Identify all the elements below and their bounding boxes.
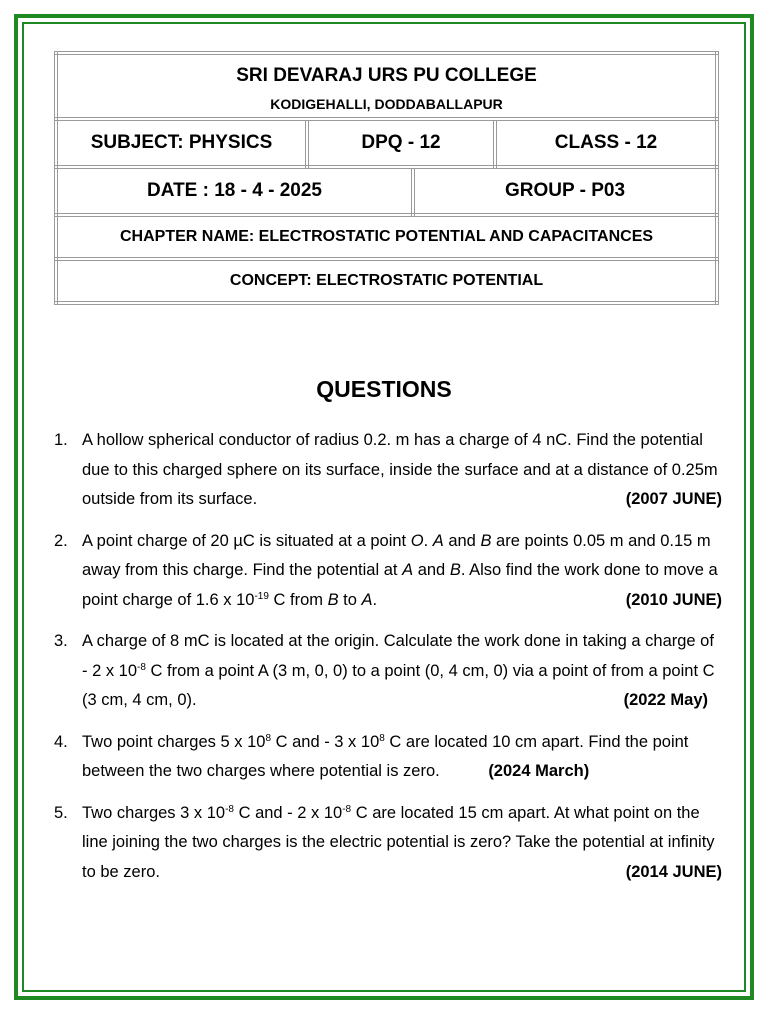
- question-4: [52, 728, 722, 787]
- question-number: 1.: [54, 431, 68, 449]
- concept-cell: CONCEPT: ELECTROSTATIC POTENTIAL: [56, 259, 717, 303]
- question-text: Two charges 3 x $10^{-8}$ C and - 2 x $10^{-8}$ C are located 15 cm apart. At what point on the line joining the two charges is the electric potential is zero? Take the potential at infinity to be zero.: [82, 803, 715, 881]
- date-cell: DATE : 18 - 4 - 2025: [56, 167, 413, 215]
- page-title: QUESTIONS: [316, 376, 452, 402]
- class-cell: CLASS - 12: [495, 119, 717, 167]
- question-list: [52, 426, 722, 899]
- question-year: (2022 May): [623, 691, 708, 709]
- question-year: (2024 March): [488, 762, 590, 780]
- question-number: 4.: [54, 732, 68, 751]
- question-1: [52, 426, 722, 515]
- question-year: (2010 JUNE): [625, 590, 722, 609]
- question-text: Two point charges 5 x $10^8$ C and - 3 x $10^8$ C are located 10 cm apart. Find the point between the two charges where potential is zero.: [82, 732, 689, 780]
- chapter-cell: CHAPTER NAME: ELECTROSTATIC POTENTIAL AND CAPACITANCES: [56, 215, 717, 259]
- question-text: A charge of 8 mC is located at the origin. Calculate the work done in taking a charge of - 2 x $10^{-8}$ C from a point A (3 m, 0, 0) to a point (0, 4 cm, 0) via a point of from a point C (3 cm, 4 cm, 0).: [82, 632, 715, 709]
- question-number: 3.: [54, 632, 68, 650]
- question-year: (2014 JUNE): [625, 862, 722, 881]
- college-cell: [56, 53, 717, 119]
- subject-cell: SUBJECT: PHYSICS: [56, 119, 307, 167]
- question-number: 2.: [54, 531, 68, 550]
- header-table: [54, 51, 719, 305]
- college-place: KODIGEHALLI, DODDABALLAPUR: [270, 96, 503, 112]
- group-cell: GROUP - P03: [413, 167, 717, 215]
- question-text: A point charge of 20 µC is situated at a point O. A and B are points 0.05 m and 0.15 m away from this charge. Find the potential at A and B. Also find the work done to move a point charge of 1.6 x $10^{-19}$ C from B to A.: [82, 531, 718, 609]
- dpq-cell: DPQ - 12: [307, 119, 495, 167]
- question-5: [52, 799, 722, 888]
- question-year: (2007 JUNE): [625, 490, 722, 508]
- college-name: SRI DEVARAJ URS PU COLLEGE: [236, 65, 537, 86]
- question-text: A hollow spherical conductor of radius 0.2. m has a charge of 4 nC. Find the potential due to this charged sphere on its surface, inside the surface and at a distance of 0.25m outside from its surface.: [82, 431, 718, 508]
- question-3: [52, 627, 722, 716]
- question-2: [52, 527, 722, 616]
- question-number: 5.: [54, 803, 68, 822]
